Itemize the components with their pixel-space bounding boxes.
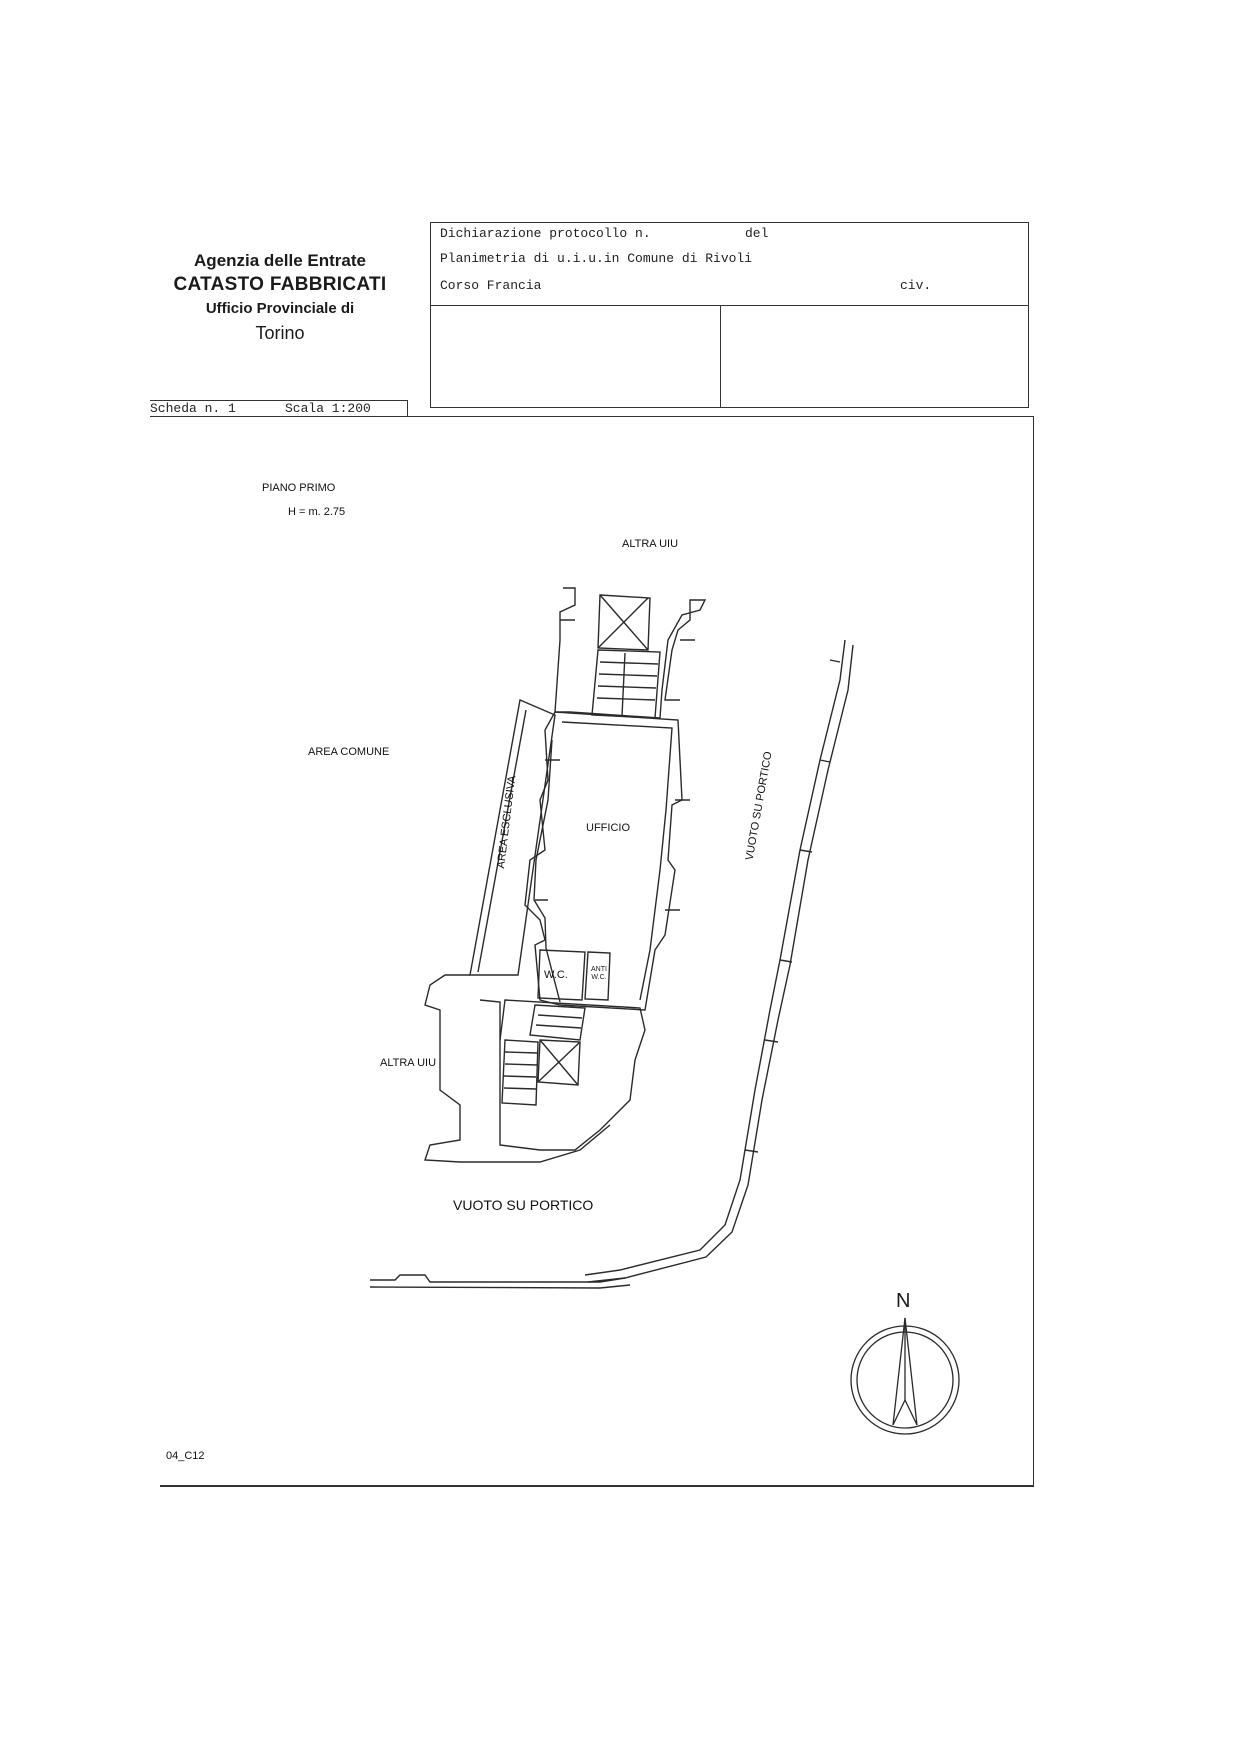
vuoto-portico-right-label: VUOTO SU PORTICO	[743, 750, 775, 862]
area-comune-label: AREA COMUNE	[308, 746, 390, 758]
street-label: Corso Francia	[440, 278, 542, 293]
floor-label: PIANO PRIMO	[262, 482, 336, 494]
date-label: del	[745, 226, 769, 241]
wc-label: W.C.	[544, 969, 568, 981]
north-label: N	[896, 1290, 911, 1312]
plan-label: Planimetria di u.i.u.in Comune di Rivoli	[440, 251, 753, 266]
vuoto-portico-bottom-label: VUOTO SU PORTICO	[453, 1197, 594, 1213]
scale-label: Scala 1:200	[285, 401, 371, 416]
registry-name: CATASTO FABBRICATI	[173, 274, 387, 295]
height-label: H = m. 2.75	[288, 506, 346, 518]
drawing-code: 04_C12	[166, 1450, 205, 1462]
altra-uiu-top-label: ALTRA UIU	[622, 538, 679, 550]
area-esclusiva-label: AREA ESCLUSIVA	[495, 774, 519, 870]
ufficio-label: UFFICIO	[586, 822, 630, 834]
stair-block-bottom	[500, 1000, 645, 1150]
office-name: Ufficio Provinciale di	[205, 300, 355, 317]
portico-right-line	[585, 640, 845, 1275]
altra-uiu-left-outline	[425, 975, 610, 1162]
bottom-wall	[370, 1275, 625, 1282]
anti-wc-label-line1: ANTI	[591, 966, 607, 973]
sheet-label: Scheda n. 1	[150, 401, 236, 416]
anti-wc-label-line2: W.C.	[591, 974, 607, 981]
anti-wc-label	[589, 966, 609, 982]
protocol-label: Dichiarazione protocollo n.	[440, 226, 651, 241]
altra-uiu-left-label: ALTRA UIU	[380, 1057, 437, 1069]
north-arrow-icon	[851, 1318, 959, 1434]
agency-name: Agenzia delle Entrate	[194, 251, 366, 270]
area-esclusiva-outline	[470, 700, 555, 975]
civic-label: civ.	[900, 278, 932, 293]
city-name: Torino	[255, 323, 305, 343]
